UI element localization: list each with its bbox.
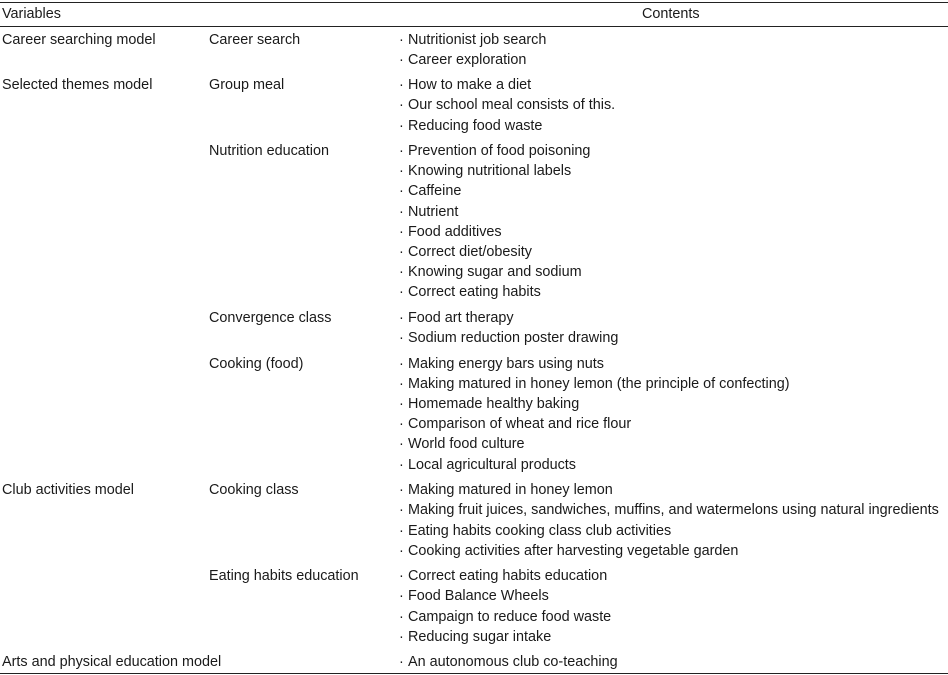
content-item xyxy=(399,414,790,434)
content-item xyxy=(399,242,590,262)
bullet-dot: · xyxy=(399,244,404,261)
content-item-text: Sodium reduction poster drawing xyxy=(408,330,619,347)
content-item-text: Cooking activities after harvesting vegetable garden xyxy=(408,542,739,559)
row-model: Career searching model xyxy=(2,31,156,48)
content-item xyxy=(399,627,611,647)
bullet-dot: · xyxy=(399,588,404,605)
content-item-text: Making matured in honey lemon xyxy=(408,482,613,499)
content-item-text: Eating habits cooking class club activities xyxy=(408,522,672,539)
row-contents-list xyxy=(399,354,790,475)
content-item-text: Prevention of food poisoning xyxy=(408,143,591,160)
header-rule xyxy=(0,26,948,27)
content-item xyxy=(399,586,611,606)
header-variables: Variables xyxy=(2,6,61,22)
row-theme: Nutrition education xyxy=(209,143,329,160)
row-contents-list xyxy=(399,566,611,647)
content-item xyxy=(399,95,615,115)
bullet-dot: · xyxy=(399,117,404,134)
bullet-dot: · xyxy=(399,51,404,68)
content-item xyxy=(399,328,618,348)
content-item-text: Career exploration xyxy=(408,51,527,68)
bullet-dot: · xyxy=(399,264,404,281)
content-item-text: Our school meal consists of this. xyxy=(408,97,616,114)
bullet-dot: · xyxy=(399,436,404,453)
content-item-text: Reducing food waste xyxy=(408,117,543,134)
row-model: Selected themes model xyxy=(2,77,153,94)
row-model: Arts and physical education model xyxy=(2,654,222,671)
content-item-text: Making fruit juices, sandwiches, muffins, and watermelons using natural ingredients xyxy=(408,502,939,519)
row-theme: Convergence class xyxy=(209,310,332,326)
bullet-dot: · xyxy=(399,542,404,559)
header-contents: Contents xyxy=(642,6,700,22)
content-item xyxy=(399,521,939,541)
content-item-text: Knowing nutritional labels xyxy=(408,163,572,180)
content-item xyxy=(399,181,590,201)
content-item-text: An autonomous club co-teaching xyxy=(408,654,618,671)
content-item xyxy=(399,354,790,374)
content-item xyxy=(399,374,790,394)
content-item-text: Caffeine xyxy=(408,183,462,200)
row-theme: Cooking class xyxy=(209,482,299,499)
content-item-text: Food additives xyxy=(408,223,502,240)
content-item-text: Nutritionist job search xyxy=(408,31,547,48)
content-item-text: World food culture xyxy=(408,436,525,453)
table-top-rule xyxy=(0,2,948,3)
content-item xyxy=(399,282,590,302)
bullet-dot: · xyxy=(399,163,404,180)
content-item xyxy=(399,500,939,520)
content-item xyxy=(399,434,790,454)
bullet-dot: · xyxy=(399,608,404,625)
content-item xyxy=(399,222,590,242)
content-item-text: Knowing sugar and sodium xyxy=(408,264,582,281)
content-item xyxy=(399,30,546,50)
content-item-text: Nutrient xyxy=(408,203,459,220)
row-theme: Career search xyxy=(209,31,301,48)
bullet-dot: · xyxy=(399,310,404,326)
content-item-text: Food art therapy xyxy=(408,310,514,326)
bullet-dot: · xyxy=(399,330,404,347)
content-item xyxy=(399,202,590,222)
content-item xyxy=(399,50,546,70)
content-item-text: Local agricultural products xyxy=(408,456,576,473)
content-item-text: Correct diet/obesity xyxy=(408,244,532,261)
content-item-text: Homemade healthy baking xyxy=(408,396,580,413)
content-item-text: Comparison of wheat and rice flour xyxy=(408,416,632,433)
row-contents-list xyxy=(399,75,615,136)
bullet-dot: · xyxy=(399,522,404,539)
bullet-dot: · xyxy=(399,77,404,94)
content-item xyxy=(399,455,790,475)
content-item xyxy=(399,161,590,181)
bullet-dot: · xyxy=(399,355,404,372)
row-theme: Group meal xyxy=(209,77,285,94)
content-item xyxy=(399,141,590,161)
bullet-dot: · xyxy=(399,396,404,413)
content-item xyxy=(399,652,618,672)
content-item-text: Campaign to reduce food waste xyxy=(408,608,612,625)
row-contents-list xyxy=(399,308,618,348)
content-item-text: How to make a diet xyxy=(408,77,532,94)
content-item xyxy=(399,607,611,627)
bullet-dot: · xyxy=(399,628,404,645)
row-contents-list xyxy=(399,652,618,672)
row-contents-list xyxy=(399,480,939,561)
bullet-dot: · xyxy=(399,143,404,160)
bullet-dot: · xyxy=(399,502,404,519)
content-item xyxy=(399,116,615,136)
bullet-dot: · xyxy=(399,654,404,671)
content-item xyxy=(399,480,939,500)
bullet-dot: · xyxy=(399,31,404,48)
bullet-dot: · xyxy=(399,284,404,301)
bullet-dot: · xyxy=(399,97,404,114)
content-item xyxy=(399,394,790,414)
content-item-text: Making energy bars using nuts xyxy=(408,355,604,372)
content-item xyxy=(399,75,615,95)
content-item xyxy=(399,541,939,561)
content-item xyxy=(399,262,590,282)
row-theme: Cooking (food) xyxy=(209,355,304,372)
bullet-dot: · xyxy=(399,568,404,585)
content-item xyxy=(399,308,618,328)
content-item-text: Reducing sugar intake xyxy=(408,628,552,645)
content-item-text: Correct eating habits education xyxy=(408,568,608,585)
bullet-dot: · xyxy=(399,482,404,499)
row-contents-list xyxy=(399,141,590,303)
bullet-dot: · xyxy=(399,223,404,240)
bullet-dot: · xyxy=(399,375,404,392)
bullet-dot: · xyxy=(399,456,404,473)
content-item xyxy=(399,566,611,586)
row-contents-list xyxy=(399,30,546,70)
content-item-text: Correct eating habits xyxy=(408,284,541,301)
row-model: Club activities model xyxy=(2,482,134,499)
content-item-text: Food Balance Wheels xyxy=(408,588,549,605)
row-theme: Eating habits education xyxy=(209,568,359,585)
bullet-dot: · xyxy=(399,416,404,433)
table-bottom-rule xyxy=(0,673,948,674)
bullet-dot: · xyxy=(399,183,404,200)
content-item-text: Making matured in honey lemon (the principle of confecting) xyxy=(408,375,790,392)
bullet-dot: · xyxy=(399,203,404,220)
